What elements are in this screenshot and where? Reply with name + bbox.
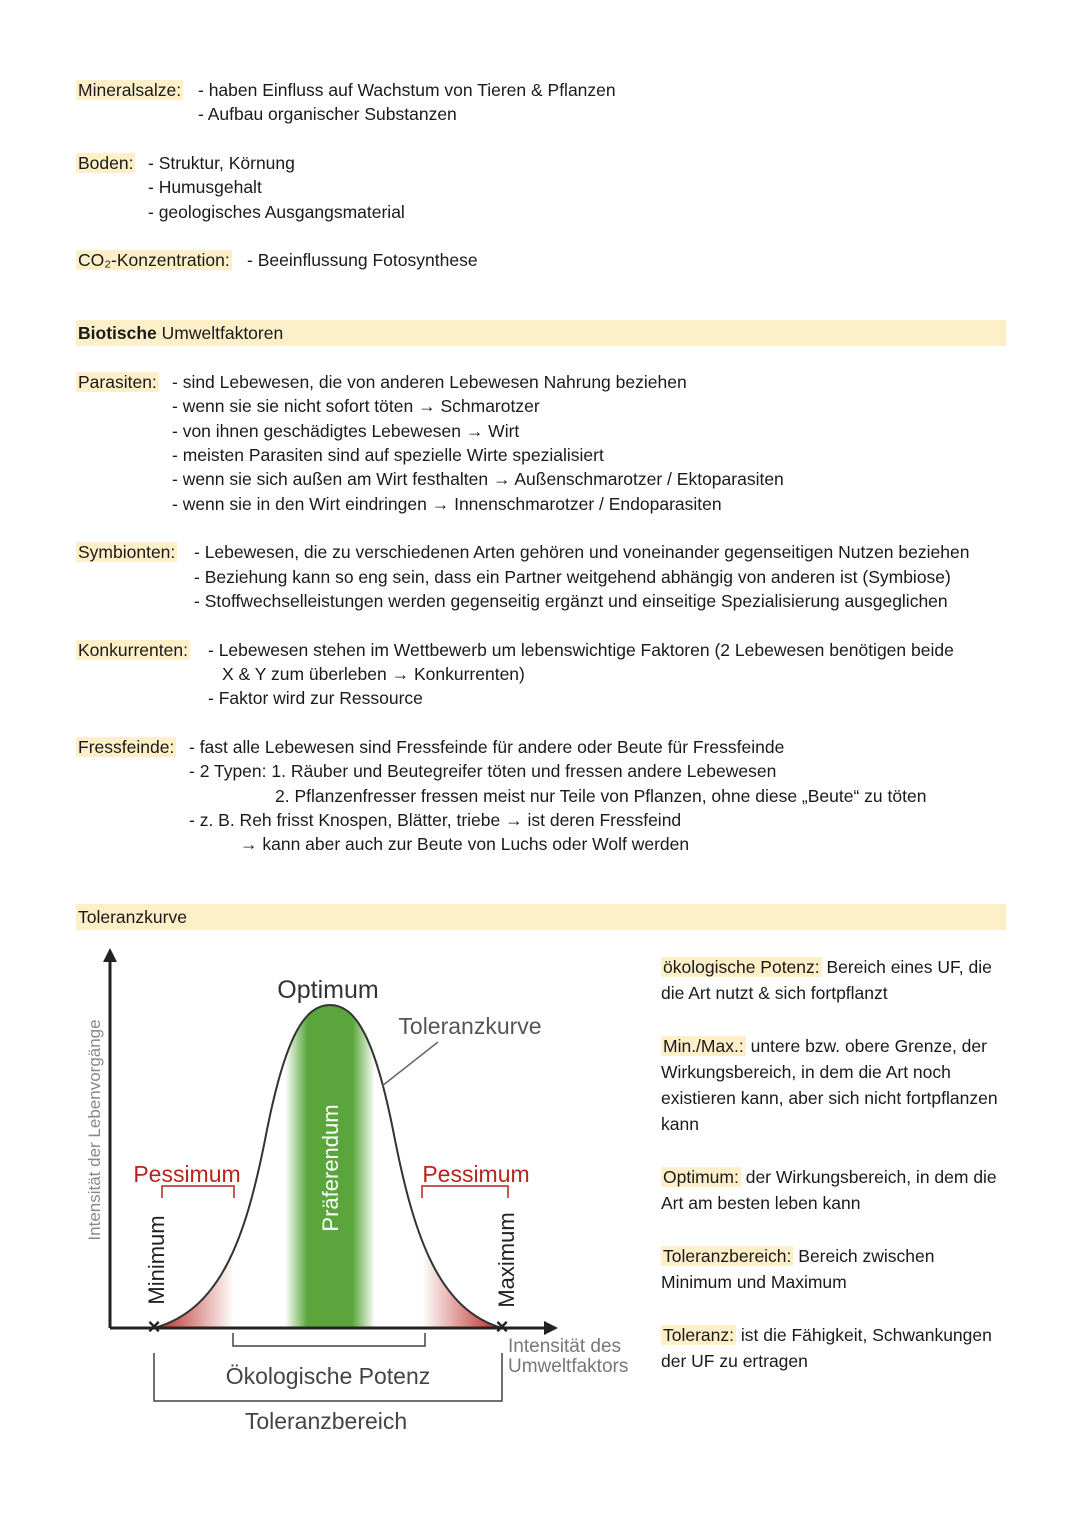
boden-item: - geologisches Ausgangsmaterial — [148, 202, 405, 222]
definition-text: Bereich zwischen Minimum und Maximum — [661, 1246, 935, 1292]
mineralsalze-item: - Aufbau organischer Substanzen — [198, 104, 457, 124]
parasiten-item: - wenn sie sie nicht sofort töten → Schmarotzer — [172, 396, 540, 416]
definition-term: ökologische Potenz: — [663, 957, 820, 977]
symbionten-item: - Beziehung kann so eng sein, dass ein Partner weitgehend abhängig von anderen ist (Symbiose) — [194, 567, 951, 587]
boden-item: - Humusgehalt — [148, 177, 262, 197]
section-title-bold: Biotische — [78, 323, 157, 343]
symbionten-label: Symbionten: — [78, 542, 176, 562]
definition-text: Bereich eines UF, die die Art nutzt & sich fortpflanzt — [661, 957, 992, 1003]
fressfeinde-item: - z. B. Reh frisst Knospen, Blätter, triebe → ist deren Fressfeind — [189, 810, 682, 830]
x-axis-label-line1: Intensität des — [508, 1336, 622, 1357]
definition-term: Optimum: — [663, 1167, 739, 1187]
parasiten-item: - meisten Parasiten sind auf spezielle Wirte spezialisiert — [172, 445, 604, 465]
definition-oekologische-potenz — [661, 954, 1001, 1006]
symbionten-item: - Lebewesen, die zu verschiedenen Arten gehören und voneinander gegenseitigen Nutzen beziehen — [194, 542, 970, 562]
parasiten-item: - sind Lebewesen, die von anderen Lebewesen Nahrung beziehen — [172, 372, 687, 392]
section-header-toleranz — [76, 904, 1006, 930]
fressfeinde-item: → kann aber auch zur Beute von Luchs oder Wolf werden — [240, 834, 690, 854]
oekologische-potenz-bracket — [233, 1333, 425, 1346]
definition-toleranzbereich — [661, 1243, 1001, 1295]
parasiten-item: - von ihnen geschädigtes Lebewesen → Wirt — [172, 421, 520, 441]
pessimum-right-label: Pessimum — [422, 1161, 530, 1187]
pessimum-left-label: Pessimum — [133, 1161, 241, 1187]
toleranzkurve-label: Toleranzkurve — [398, 1013, 542, 1039]
boden-item: - Struktur, Körnung — [148, 153, 295, 173]
konkurrenten-label: Konkurrenten: — [78, 640, 188, 660]
maximum-marker-icon: × — [495, 1314, 509, 1339]
mineralsalze-label: Mineralsalze: — [78, 80, 182, 100]
optimum-label: Optimum — [277, 976, 379, 1004]
konkurrenten-item: - Faktor wird zur Ressource — [208, 688, 423, 708]
definition-optimum — [661, 1164, 1001, 1216]
maximum-label: Maximum — [494, 1212, 519, 1308]
parasiten-label: Parasiten: — [78, 372, 157, 392]
co2-item: - Beeinflussung Fotosynthese — [247, 250, 478, 270]
minimum-label: Minimum — [144, 1215, 169, 1305]
parasiten-item: - wenn sie in den Wirt eindringen → Innenschmarotzer / Endoparasiten — [172, 494, 722, 514]
definition-text: der Wirkungsbereich, in dem die Art am besten leben kann — [661, 1167, 997, 1213]
fressfeinde-item: 2. Pflanzenfresser fressen meist nur Teile von Pflanzen, ohne diese „Beute“ zu töten — [275, 786, 927, 806]
toleranzkurve-pointer — [382, 1042, 438, 1086]
pessimum-left-bracket — [162, 1186, 234, 1198]
symbionten-item: - Stoffwechselleistungen werden gegenseitig ergänzt und einseitige Spezialisierung ausgeglichen — [194, 591, 948, 611]
praeferendum-label: Präferendum — [318, 1104, 343, 1232]
fressfeinde-item: - 2 Typen: 1. Räuber und Beutegreifer töten und fressen andere Lebewesen — [189, 761, 777, 781]
minimum-marker-icon: × — [147, 1314, 161, 1339]
toleranzbereich-label: Toleranzbereich — [244, 1408, 408, 1434]
parasiten-item: - wenn sie sich außen am Wirt festhalten → Außenschmarotzer / Ektoparasiten — [172, 469, 784, 489]
section-title-rest: Umweltfaktoren — [156, 323, 284, 343]
pessimum-right-area — [422, 1180, 502, 1330]
fressfeinde-label: Fressfeinde: — [78, 737, 175, 757]
oekologische-potenz-label: Ökologische Potenz — [225, 1363, 431, 1389]
konkurrenten-item: - Lebewesen stehen im Wettbewerb um lebenswichtige Faktoren (2 Lebewesen benötigen beide — [208, 640, 954, 660]
fressfeinde-item: - fast alle Lebewesen sind Fressfeinde für andere oder Beute für Fressfeinde — [189, 737, 785, 757]
konkurrenten-item: X & Y zum überleben → Konkurrenten) — [222, 664, 525, 684]
definition-term: Toleranzbereich: — [663, 1246, 792, 1266]
definition-term: Toleranz: — [663, 1325, 735, 1345]
y-axis-label: Intensität der Lebenvorgänge — [85, 1019, 104, 1241]
mineralsalze-item: - haben Einfluss auf Wachstum von Tieren & Pflanzen — [198, 80, 616, 100]
y-axis-arrow-icon — [103, 948, 117, 962]
x-axis-arrow-icon — [544, 1321, 558, 1335]
section-header-biotic — [76, 320, 1006, 346]
definition-text: untere bzw. obere Grenze, der Wirkungsbereich, in dem die Art noch existieren kann, aber sich nicht fortpflanzen kann — [661, 1036, 998, 1134]
section-title: Toleranzkurve — [78, 907, 187, 927]
definition-toleranz — [661, 1322, 1001, 1374]
tolerance-curve-diagram — [70, 940, 650, 1450]
definition-min-max — [661, 1033, 1001, 1137]
x-axis-label-line2: Umweltfaktors — [508, 1356, 629, 1377]
boden-label: Boden: — [78, 153, 134, 173]
co2-label: CO₂-Konzentration: — [78, 250, 230, 270]
definition-term: Min./Max.: — [663, 1036, 744, 1056]
definition-text: ist die Fähigkeit, Schwankungen der UF zu ertragen — [661, 1325, 992, 1371]
pessimum-right-bracket — [422, 1186, 508, 1198]
